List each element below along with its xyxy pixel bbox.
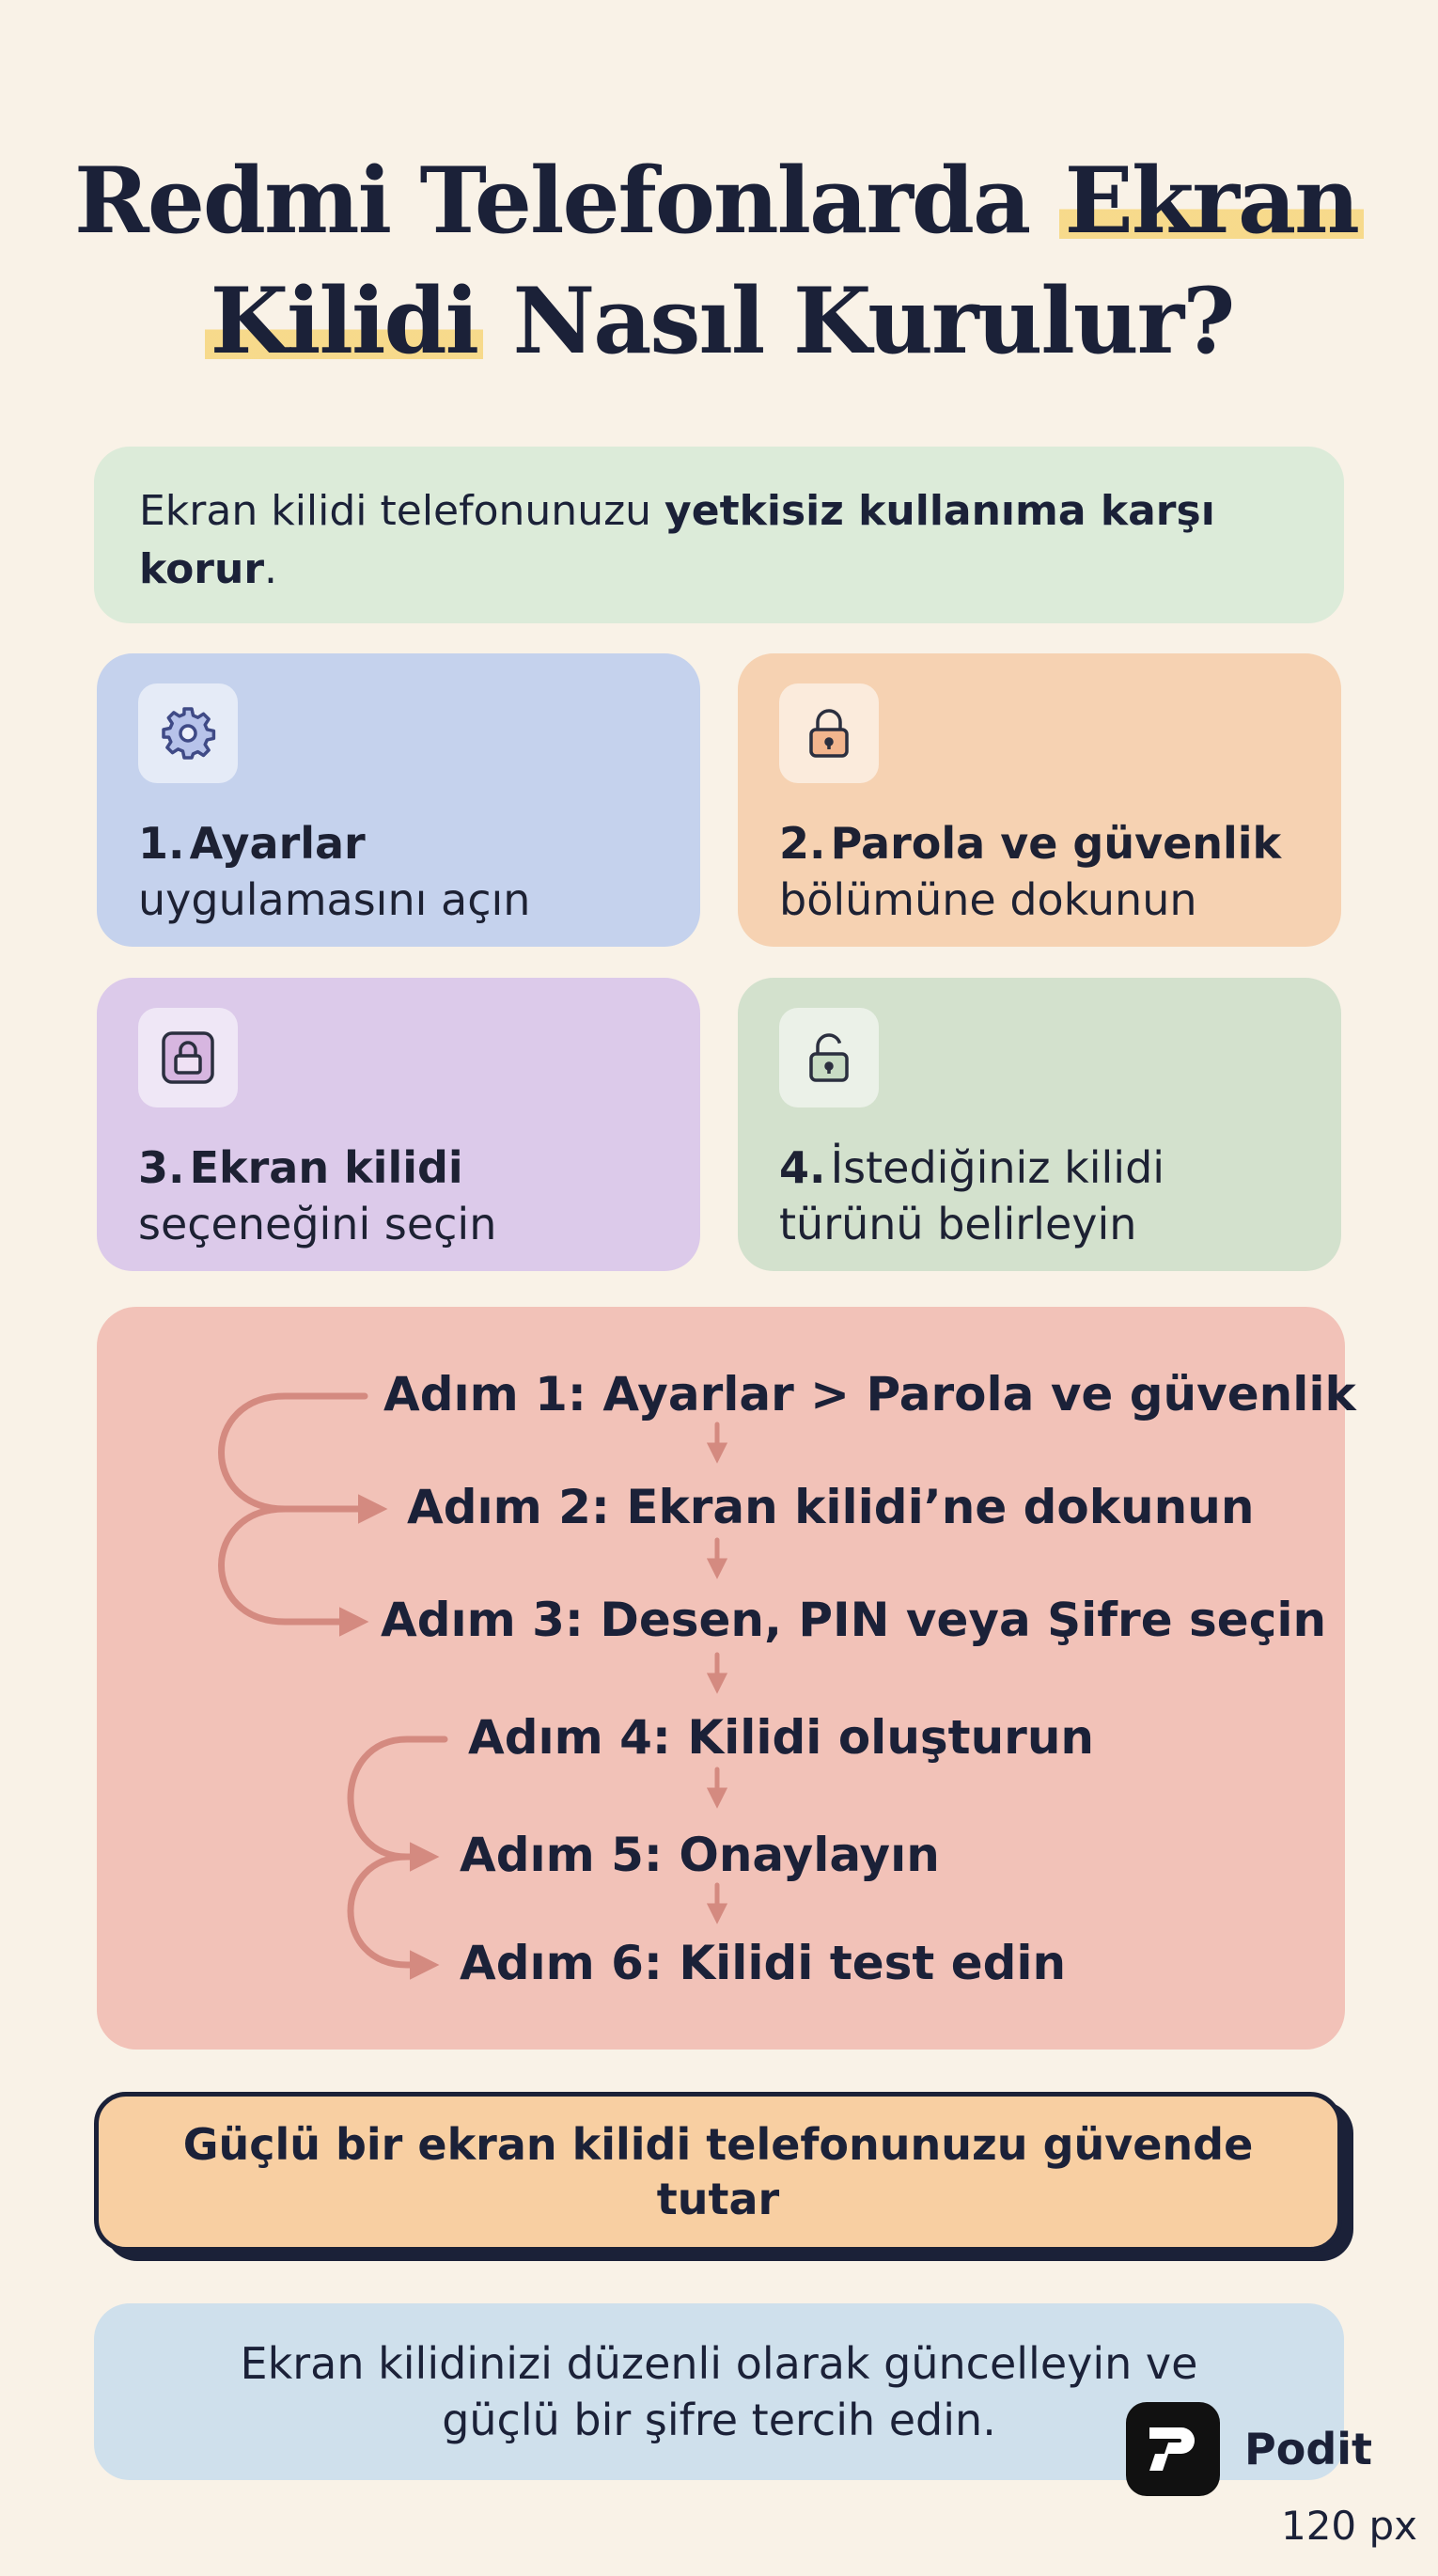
lock-icon	[779, 683, 879, 783]
step-card-3	[97, 978, 700, 1271]
flow-step-6: Adım 6: Kilidi test edin	[460, 1936, 1067, 1990]
step-2-title: Parola ve güvenlik	[830, 818, 1282, 869]
step-1-title: Ayarlar	[189, 818, 366, 869]
flow-step-1: Adım 1: Ayarlar > Parola ve güvenlik	[383, 1367, 1356, 1422]
podit-logo-icon	[1126, 2402, 1220, 2496]
step-4-number: 4.	[779, 1142, 826, 1193]
title-line-1-plain: Redmi Telefonlarda	[74, 148, 1059, 254]
intro-text-bold-2: korur	[139, 545, 265, 593]
callout-text-line-1: Güçlü bir ekran kilidi telefonunuzu güvende	[182, 2119, 1254, 2170]
flow-box	[97, 1307, 1356, 2050]
flow-step-3: Adım 3: Desen, PIN veya Şifre seçin	[381, 1593, 1327, 1647]
step-2-number: 2.	[779, 818, 826, 869]
lock-square-icon	[138, 1008, 238, 1107]
step-1-description: uygulamasını açın	[138, 874, 531, 925]
step-2-description: bölümüne dokunun	[779, 874, 1197, 925]
intro-text-end: .	[264, 545, 278, 593]
intro-box	[94, 447, 1344, 623]
step-card-1	[97, 653, 700, 947]
title-line-2	[0, 261, 1438, 382]
step-1-number: 1.	[138, 818, 185, 869]
step-card-4	[738, 978, 1341, 1271]
callout-box	[94, 2092, 1342, 2252]
footer-note-line-1: Ekran kilidinizi düzenli olarak güncelleyin ve	[240, 2338, 1198, 2389]
step-card-2	[738, 653, 1341, 947]
gear-icon	[138, 683, 238, 783]
unlock-icon	[779, 1008, 879, 1107]
intro-text-bold-1: yetkisiz kullanıma karşı	[664, 487, 1215, 535]
step-3-number: 3.	[138, 1142, 185, 1193]
title-highlight-kilidi: Kilidi	[205, 268, 483, 374]
flow-step-2: Adım 2: Ekran kilidi’ne dokunun	[407, 1480, 1255, 1534]
callout-text	[183, 2117, 1254, 2226]
step-4-title: İstediğiniz kilidi	[830, 1142, 1165, 1193]
corner-size-label: 120 px	[1280, 2503, 1417, 2549]
title-line-2-plain: Nasıl Kurulur?	[483, 268, 1234, 374]
title-line-1	[0, 141, 1438, 261]
flow-step-4: Adım 4: Kilidi oluşturun	[468, 1710, 1095, 1765]
flow-step-5: Adım 5: Onaylayın	[460, 1828, 940, 1882]
brand	[1126, 2402, 1372, 2496]
step-4-description: türünü belirleyin	[779, 1199, 1137, 1249]
page-title	[0, 141, 1438, 382]
title-highlight-ekran: Ekran	[1059, 148, 1364, 254]
brand-name: Podit	[1244, 2424, 1373, 2474]
step-3-title: Ekran kilidi	[189, 1142, 463, 1193]
intro-text-plain: Ekran kilidi telefonunuzu	[139, 487, 665, 535]
callout-text-line-2: tutar	[656, 2174, 780, 2224]
footer-note-line-2: güçlü bir şifre tercih edin.	[442, 2395, 996, 2445]
step-3-description: seçeneğini seçin	[138, 1199, 497, 1249]
